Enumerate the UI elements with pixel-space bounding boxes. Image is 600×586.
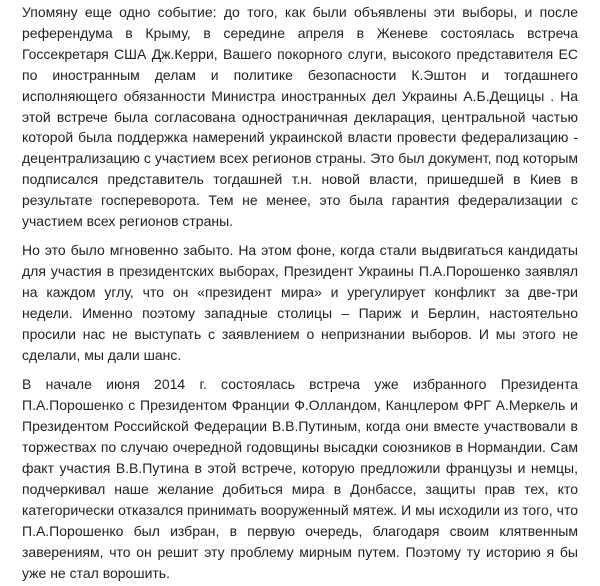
paragraph-normandy-meeting: В начале июня 2014 г. состоялась встреча уже избранного Президента П.А.Порошенко с Президентом Франции Ф.Олландом, Канцлером ФРГ А.Меркель и Президентом Российской Федерации В.В.Путиным, когда они вместе участвовали в торжествах по случаю очередной годовщины высадки союзников в Нормандии. Сам факт участия В.В.Путина в этой встрече, которую предложили французы и немцы, подчеркивал наше желание добиться мира в Донбассе, защиты прав тех, кто категорически отказался принимать вооруженный мятеж. И мы исходили из того, что П.А.Порошенко был избран, в первую очередь, благодаря своим клятвенным заверениям, что он решит эту проблему мирным путем. Поэтому ту историю я бы уже не стал ворошить.: [22, 376, 578, 581]
paragraph-geneva-meeting: Упомяну еще одно событие: до того, как были объявлены эти выборы, и после референдума в Крыму, в середине апреля в Женеве состоялась встреча Госсекретаря США Дж.Керри, Вашего покорного слуги, высокого представителя ЕС по иностранным делам и политике безопасности К.Эштон и тогдашнего исполняющего обязанности Министра иностранных дел Украины А.Б.Дещицы . На этой встрече была согласована одностраничная декларация, центральной частью которой была поддержка намерений украинской власти провести федерализацию - децентрализацию с участием всех регионов страны. Это был документ, под которым подписался представитель тогдашней т.н. новой власти, пришедшей в Киев в результате госпереворота. Тем не менее, это была гарантия федерализации с участием всех регионов страны.: [22, 4, 578, 230]
paragraph-elections: Но это было мгновенно забыто. На этом фоне, когда стали выдвигаться кандидаты для участия в президентских выборах, Президент Украины П.А.Порошенко заявлял на каждом углу, что он «президент мира» и урегулирует конфликт за две-три недели. Именно поэтому западные столицы – Париж и Берлин, настоятельно просили нас не выступать с заявлением о непризнании выборов. И мы этого не сделали, мы дали шанс.: [22, 242, 578, 363]
